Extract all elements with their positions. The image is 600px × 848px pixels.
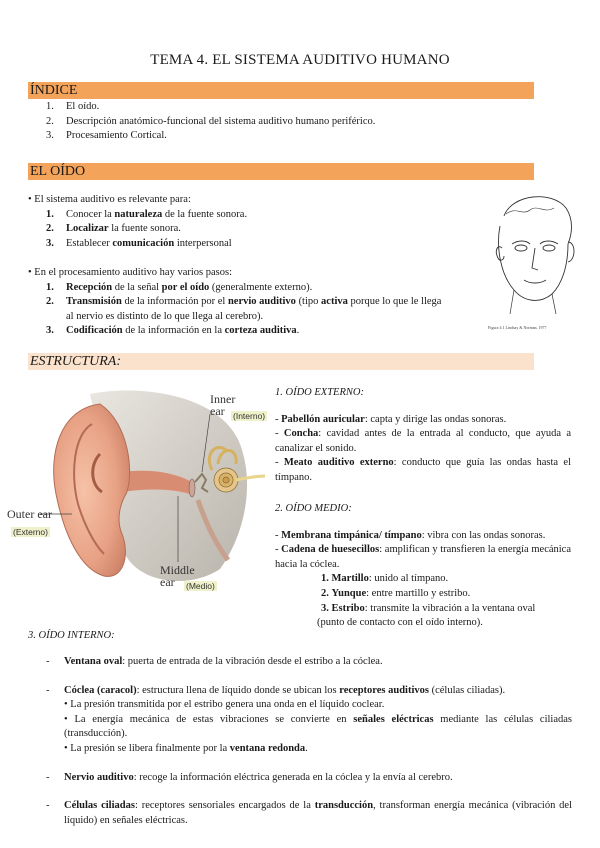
inner-ear-tag: (Interno) xyxy=(233,411,266,421)
indice-item: 3. Procesamiento Cortical. xyxy=(46,130,167,142)
oido-interno-heading: 3. OÍDO INTERNO: xyxy=(28,630,115,641)
list-item: 2. Localizar la fuente sonora. xyxy=(46,223,181,235)
indice-list xyxy=(46,100,546,144)
oido-heading: EL OÍDO xyxy=(28,163,534,180)
figure-caption: Figura 4.1 Lindsay & Norman, 1977 xyxy=(488,325,547,330)
list-item: 2. Transmisión de la información por el nervio auditivo (tipo activa porque lo que le llega xyxy=(46,296,442,308)
list-item: - Membrana timpánica/ tímpano: vibra con las ondas sonoras. xyxy=(275,529,546,541)
oido-relevance: • El sistema auditivo es relevante para: 1. Conocer la naturaleza de la fuente sonora. 2. Localizar la fuente sonora. 3. Establecer comunicación interpersonal xyxy=(28,193,478,251)
indice-item: 1. El oído. xyxy=(46,101,100,112)
outer-ear-label: Outer ear xyxy=(7,507,52,521)
oido-interno-section: - Ventana oval: puerta de entrada de la vibración desde el estribo a la cóclea. - Cóclea (caracol): estructura llena de líquido donde se ubican los receptores auditivos (células ciliadas). • La presión transmitida por el estribo genera una onda en el líquido coclear. • La energía mecánica de estas vibraciones se convierte en señales eléctricas mediante las células ciliadas (transducción). • La presión se libera finalmente por la ventana redonda. - Nervio auditivo: recoge la información eléctrica generada en la cóclea y la envía al cerebro. - Células ciliadas: receptores sensoriales encargados de la transducción, transforman energía mecánica (vibración del líquido) en señales eléctricas. xyxy=(46,655,572,828)
list-item: - Pabellón auricular: capta y dirige las ondas sonoras. xyxy=(275,413,507,425)
page-title: TEMA 4. EL SISTEMA AUDITIVO HUMANO xyxy=(150,52,450,68)
list-item: 1. Recepción de la señal por el oído (generalmente externo). xyxy=(46,281,313,293)
oido-medio-section: 2. OÍDO MEDIO: - Membrana timpánica/ tímpano: vibra con las ondas sonoras. - Cadena de huesecillos: amplifican y transfieren la energía mecánica hacia la cóclea. 1. Martillo: unido al tímpano. 2. Yunque: entre martillo y estribo. 3. Estribo: transmite la vibración a la ventana oval (punto de contacto con el oído interno). xyxy=(275,503,572,629)
list-item: - Concha: cavidad antes de la entrada al conducto, que ayuda a canalizar el sonido. xyxy=(275,428,571,454)
list-item: - Meato auditivo externo: conducto que guía las ondas hasta el tímpano. xyxy=(275,457,571,483)
middle-ear-label: Middle ear xyxy=(160,563,195,589)
inner-ear-label: Inner ear xyxy=(210,392,236,418)
indice-heading: ÍNDICE xyxy=(28,82,534,99)
list-item: • La presión se libera finalmente por la ventana redonda. xyxy=(64,742,308,754)
list-item: 1. Martillo: unido al tímpano. xyxy=(321,573,449,585)
list-item: • La energía mecánica de estas vibraciones se convierte en señales eléctricas mediante las células ciliadas (transducción). xyxy=(64,713,572,740)
oido-externo-heading: 1. OÍDO EXTERNO: xyxy=(275,387,364,398)
head-sketch-figure xyxy=(482,186,582,320)
list-item: - Ventana oval: puerta de entrada de la vibración desde el estribo a la cóclea. xyxy=(46,656,383,667)
oido-externo-section xyxy=(275,386,571,486)
list-item: - Cadena de huesecillos: amplifican y transfieren la energía mecánica hacia la cóclea. xyxy=(275,544,572,570)
indice-item: 2. Descripción anatómico-funcional del sistema auditivo humano periférico. xyxy=(46,115,376,127)
list-item: 3. Codificación de la información en la corteza auditiva. xyxy=(46,325,300,337)
list-item: - Nervio auditivo: recoge la información eléctrica generada en la cóclea y la envía al cerebro. xyxy=(46,771,453,783)
list-item: - Cóclea (caracol): estructura llena de líquido donde se ubican los receptores auditivos (células ciliadas). xyxy=(46,684,506,696)
middle-ear-tag: (Medio) xyxy=(186,581,215,591)
outer-ear-tag: (Externo) xyxy=(13,527,48,537)
oido-medio-heading: 2. OÍDO MEDIO: xyxy=(275,503,352,514)
list-item: 3. Estribo: transmite la vibración a la ventana oval xyxy=(321,602,536,614)
estructura-heading: ESTRUCTURA: xyxy=(28,353,534,370)
list-item: 2. Yunque: entre martillo y estribo. xyxy=(321,587,471,599)
list-item: - Células ciliadas: receptores sensoriales encargados de la transducción, transforman energía mecánica (vibración del líquido) en señales eléctricas. xyxy=(46,800,572,826)
list-item: 3. Establecer comunicación interpersonal xyxy=(46,237,232,249)
oido-steps: • En el procesamiento auditivo hay varios pasos: 1. Recepción de la señal por el oído (generalmente externo). 2. Transmisión de la información por el nervio auditivo (tipo activa porque lo que le llega al nervio es distinto de lo que llega al cerebro). 3. Codificación de la información en la corteza auditiva. xyxy=(28,266,480,339)
list-item: 1. Conocer la naturaleza de la fuente sonora. xyxy=(46,208,248,220)
bones-list xyxy=(275,572,571,616)
